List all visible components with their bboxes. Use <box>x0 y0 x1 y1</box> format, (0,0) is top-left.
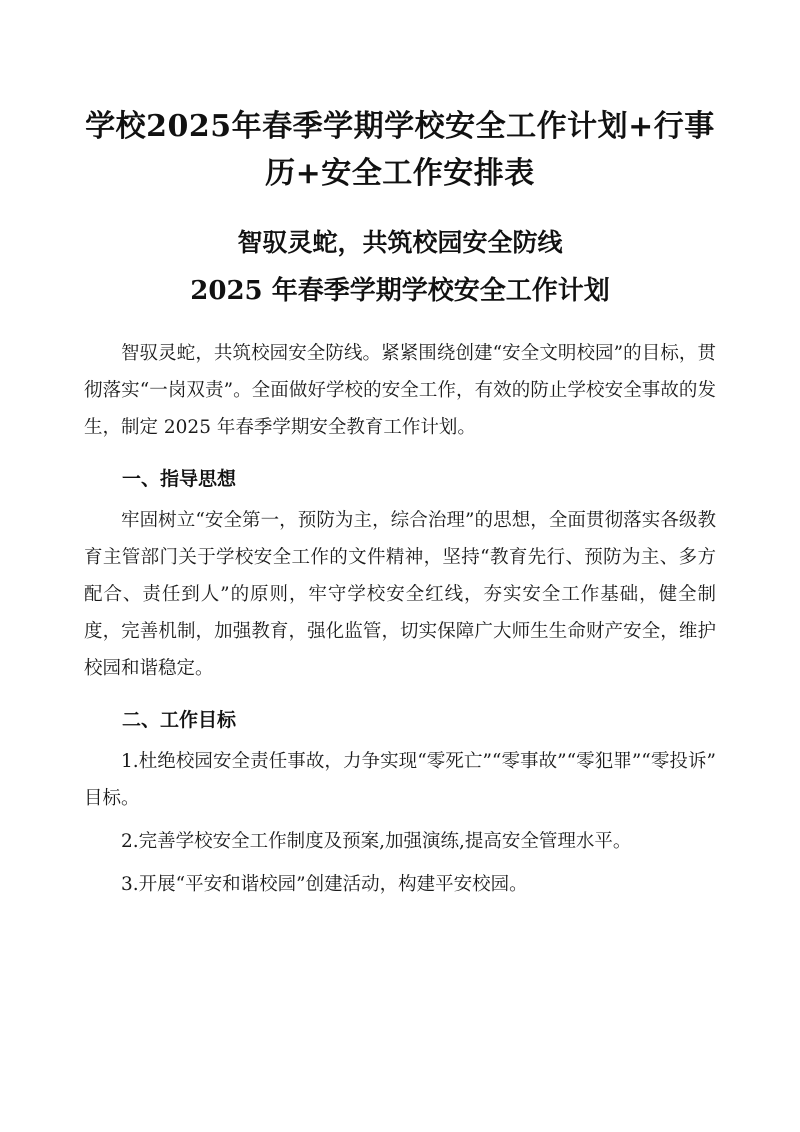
section-heading-guiding-thought: 一、指导思想 <box>122 467 237 490</box>
page-title: 学校2025年春季学期学校安全工作计划+行事历+安全工作安排表 <box>85 109 715 191</box>
section-paragraph: 牢固树立“安全第一，预防为主，综合治理”的思想，全面贯彻落实各级教育主管部门关于学校安全工作的文件精神，坚持“教育先行、预防为主、多方配合、责任到人”的原则，牢守学校安全红线，夯实安全工作基础，健全制度，完善机制，加强教育，强化监管，切实保障广大师生生命财产安全，维护校园和谐稳定。 <box>84 509 716 679</box>
intro-paragraph: 智驭灵蛇，共筑校园安全防线。紧紧围绕创建“安全文明校园”的目标，贯彻落实“一岗双责”。全面做好学校的安全工作，有效的防止学校安全事故的发生，制定 2025 年春季学期安全教育工作计划。 <box>84 342 716 438</box>
document-subtitle-secondary: 2025 年春季学期学校安全工作计划 <box>190 276 610 306</box>
section-paragraph: 3.开展“平安和谐校园”创建活动，构建平安校园。 <box>121 873 528 895</box>
document-subtitle-primary: 智驭灵蛇，共筑校园安全防线 <box>237 228 563 257</box>
section-paragraph: 2.完善学校安全工作制度及预案,加强演练,提高安全管理水平。 <box>121 830 632 852</box>
section-heading-work-goals: 二、工作目标 <box>122 708 237 731</box>
section-paragraph: 1.杜绝校园安全责任事故，力争实现“零死亡”“零事故”“零犯罪”“零投诉”目标。 <box>84 750 716 809</box>
